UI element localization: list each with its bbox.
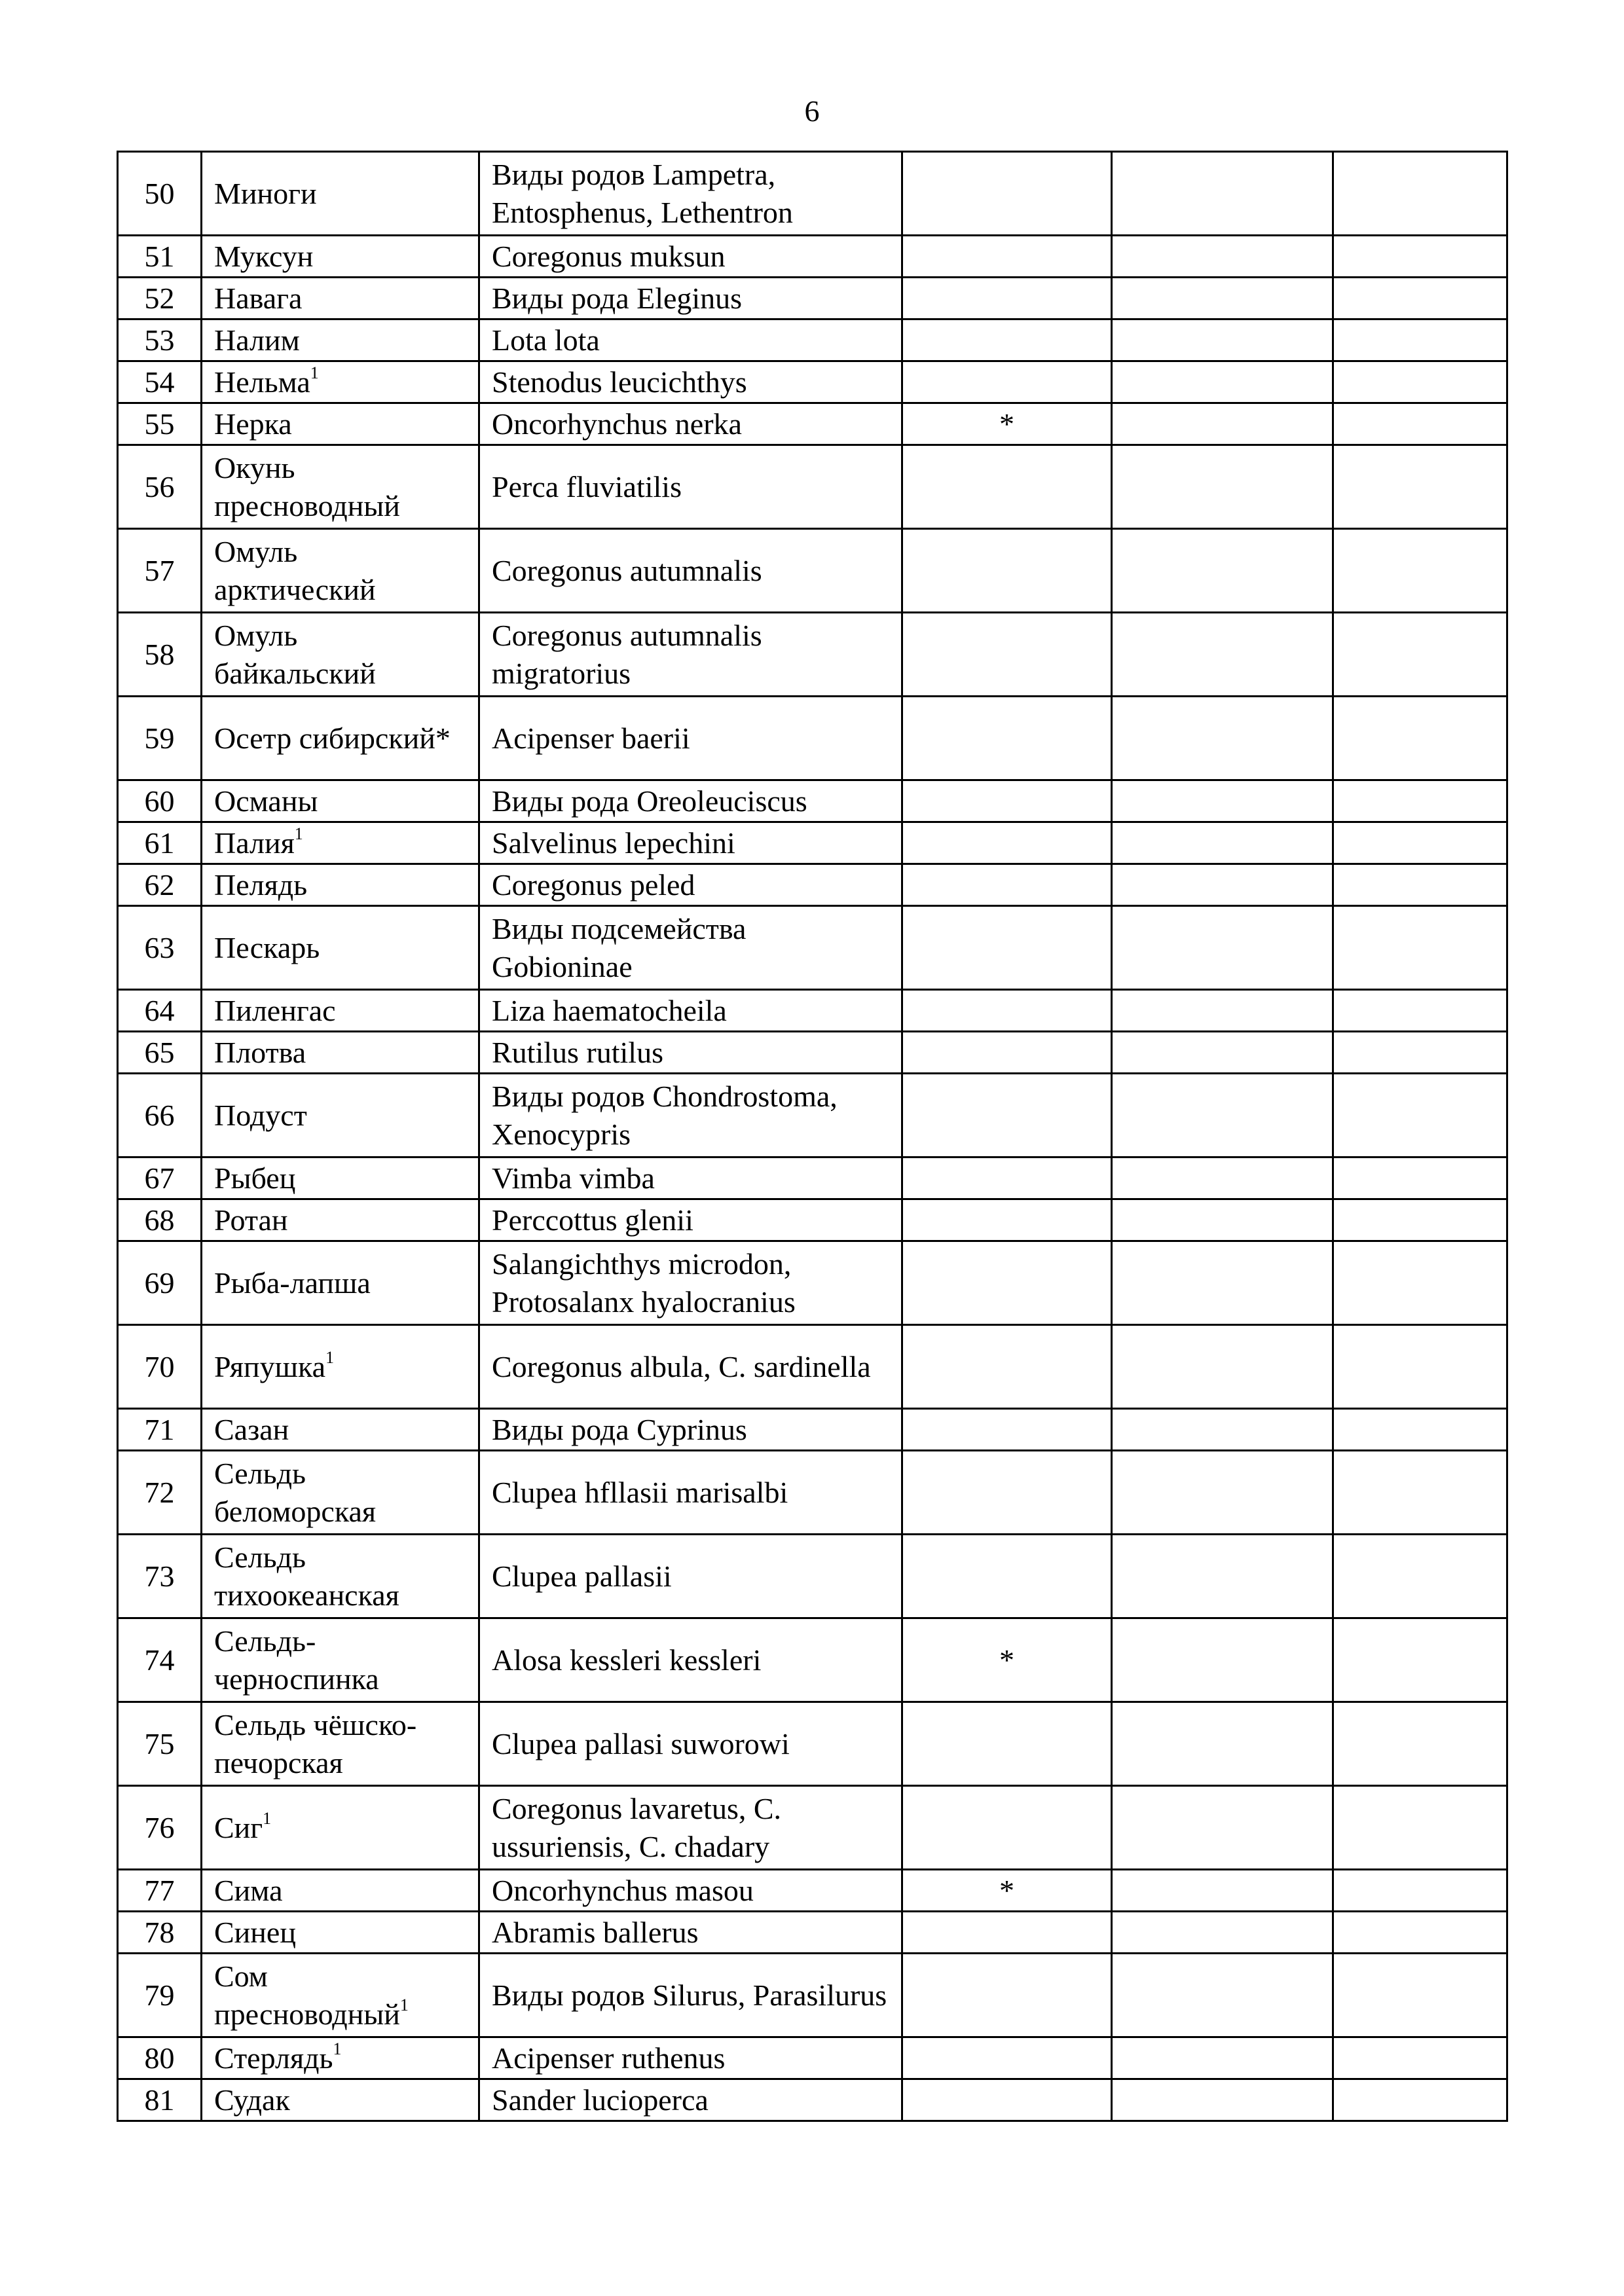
empty-cell <box>1333 529 1507 613</box>
fish-name: Стерлядь <box>214 2041 333 2075</box>
mark-cell <box>902 2079 1112 2121</box>
row-number: 60 <box>118 780 202 822</box>
fish-name-cell <box>202 822 479 864</box>
latin-name: Perca fluviatilis <box>479 445 902 529</box>
empty-cell <box>1112 445 1333 529</box>
footnote-mark: 1 <box>294 824 303 844</box>
empty-cell <box>1333 822 1507 864</box>
mark-cell <box>902 1786 1112 1870</box>
fish-name-cell <box>202 1199 479 1241</box>
table-row <box>118 319 1507 361</box>
fish-name-cell <box>202 1954 479 2037</box>
row-number: 56 <box>118 445 202 529</box>
table-row <box>118 613 1507 697</box>
empty-cell <box>1112 2037 1333 2079</box>
fish-name: Навага <box>214 281 303 315</box>
table-row <box>118 1074 1507 1157</box>
fish-name: Сельдь-черноспинка <box>214 1624 379 1696</box>
mark-cell <box>902 1199 1112 1241</box>
mark-cell <box>902 1451 1112 1535</box>
latin-name: Coregonus peled <box>479 864 902 906</box>
empty-cell <box>1333 780 1507 822</box>
latin-name: Rutilus rutilus <box>479 1032 902 1074</box>
empty-cell <box>1112 361 1333 403</box>
fish-name-cell <box>202 864 479 906</box>
fish-name: Рыба-лапша <box>214 1266 371 1300</box>
mark-cell <box>902 822 1112 864</box>
table-row <box>118 361 1507 403</box>
row-number: 59 <box>118 697 202 780</box>
fish-name-cell <box>202 2037 479 2079</box>
empty-cell <box>1112 403 1333 445</box>
empty-cell <box>1333 1157 1507 1199</box>
table-row <box>118 864 1507 906</box>
empty-cell <box>1333 1451 1507 1535</box>
table-row <box>118 1535 1507 1618</box>
fish-name-cell <box>202 319 479 361</box>
fish-name: Пиленгас <box>214 993 336 1027</box>
mark-cell <box>902 236 1112 278</box>
empty-cell <box>1112 1912 1333 1954</box>
empty-cell <box>1112 1409 1333 1451</box>
row-number: 66 <box>118 1074 202 1157</box>
table-row <box>118 2079 1507 2121</box>
empty-cell <box>1112 1325 1333 1409</box>
mark-cell <box>902 319 1112 361</box>
latin-name: Oncorhynchus masou <box>479 1870 902 1912</box>
fish-name: Омуль байкальский <box>214 618 376 690</box>
table-row <box>118 1451 1507 1535</box>
empty-cell <box>1112 697 1333 780</box>
row-number: 58 <box>118 613 202 697</box>
fish-name: Судак <box>214 2083 290 2117</box>
mark-cell <box>902 1325 1112 1409</box>
latin-name: Coregonus lavaretus, C. ussuriensis, C. chadary <box>479 1786 902 1870</box>
empty-cell <box>1112 1199 1333 1241</box>
table-row <box>118 1702 1507 1786</box>
latin-name: Виды подсемейства Gobioninae <box>479 906 902 990</box>
empty-cell <box>1333 1325 1507 1409</box>
empty-cell <box>1112 864 1333 906</box>
empty-cell <box>1333 403 1507 445</box>
fish-name-cell <box>202 1618 479 1702</box>
table-row <box>118 2037 1507 2079</box>
table-row <box>118 780 1507 822</box>
fish-name: Сельдь беломорская <box>214 1456 377 1528</box>
latin-name: Clupea hfllasii marisalbi <box>479 1451 902 1535</box>
mark-cell <box>902 1954 1112 2037</box>
mark-cell <box>902 864 1112 906</box>
mark-cell <box>902 278 1112 319</box>
row-number: 68 <box>118 1199 202 1241</box>
fish-name-cell <box>202 1157 479 1199</box>
fish-name-cell <box>202 1870 479 1912</box>
empty-cell <box>1333 1535 1507 1618</box>
empty-cell <box>1112 822 1333 864</box>
row-number: 64 <box>118 990 202 1032</box>
table-row <box>118 906 1507 990</box>
latin-name: Stenodus leucichthys <box>479 361 902 403</box>
latin-name: Salvelinus lepechini <box>479 822 902 864</box>
empty-cell <box>1333 361 1507 403</box>
footnote-mark: 1 <box>263 1809 272 1829</box>
latin-name: Виды родов Chondrostoma, Xenocypris <box>479 1074 902 1157</box>
page-number: 6 <box>804 94 820 128</box>
mark-cell <box>902 906 1112 990</box>
row-number: 80 <box>118 2037 202 2079</box>
table-row <box>118 403 1507 445</box>
fish-name-cell <box>202 236 479 278</box>
row-number: 74 <box>118 1618 202 1702</box>
species-table <box>117 151 1508 2122</box>
latin-name: Coregonus albula, C. sardinella <box>479 1325 902 1409</box>
row-number: 61 <box>118 822 202 864</box>
table-row <box>118 1870 1507 1912</box>
empty-cell <box>1112 1157 1333 1199</box>
fish-name-cell <box>202 278 479 319</box>
empty-cell <box>1333 613 1507 697</box>
table-row <box>118 1786 1507 1870</box>
empty-cell <box>1333 1074 1507 1157</box>
empty-cell <box>1112 906 1333 990</box>
mark-cell <box>902 1157 1112 1199</box>
table-row <box>118 1954 1507 2037</box>
table-row <box>118 1618 1507 1702</box>
mark-cell <box>902 529 1112 613</box>
row-number: 70 <box>118 1325 202 1409</box>
latin-name: Coregonus autumnalis migratorius <box>479 613 902 697</box>
latin-name: Clupea pallasi suworowi <box>479 1702 902 1786</box>
table-row <box>118 236 1507 278</box>
row-number: 55 <box>118 403 202 445</box>
latin-name: Liza haematocheila <box>479 990 902 1032</box>
empty-cell <box>1333 236 1507 278</box>
fish-name-cell <box>202 1032 479 1074</box>
row-number: 69 <box>118 1241 202 1325</box>
empty-cell <box>1333 906 1507 990</box>
fish-name: Сима <box>214 1873 283 1907</box>
fish-name-cell <box>202 1786 479 1870</box>
mark-cell <box>902 152 1112 236</box>
fish-name: Рыбец <box>214 1161 296 1195</box>
empty-cell <box>1333 1870 1507 1912</box>
fish-name: Омуль арктический <box>214 534 376 606</box>
latin-name: Виды рода Eleginus <box>479 278 902 319</box>
empty-cell <box>1112 319 1333 361</box>
empty-cell <box>1112 1786 1333 1870</box>
table-row <box>118 152 1507 236</box>
latin-name: Виды родов Lampetra, Entosphenus, Lethentron <box>479 152 902 236</box>
footnote-mark: 1 <box>399 1995 409 2015</box>
footnote-mark: 1 <box>310 363 319 383</box>
empty-cell <box>1333 1954 1507 2037</box>
row-number: 75 <box>118 1702 202 1786</box>
empty-cell <box>1333 2079 1507 2121</box>
fish-name: Нерка <box>214 407 292 441</box>
table-row <box>118 1199 1507 1241</box>
latin-name: Виды рода Cyprinus <box>479 1409 902 1451</box>
fish-name: Пескарь <box>214 930 320 964</box>
fish-name-cell <box>202 1451 479 1535</box>
latin-name: Coregonus muksun <box>479 236 902 278</box>
latin-name: Oncorhynchus nerka <box>479 403 902 445</box>
fish-name-cell <box>202 529 479 613</box>
fish-name-cell <box>202 1241 479 1325</box>
empty-cell <box>1112 1451 1333 1535</box>
row-number: 57 <box>118 529 202 613</box>
latin-name: Sander lucioperca <box>479 2079 902 2121</box>
mark-cell <box>902 613 1112 697</box>
fish-name: Нельма <box>214 365 310 399</box>
fish-name: Османы <box>214 784 318 818</box>
empty-cell <box>1333 697 1507 780</box>
fish-name: Миноги <box>214 176 317 210</box>
fish-name-cell <box>202 1702 479 1786</box>
table-row <box>118 1241 1507 1325</box>
empty-cell <box>1112 780 1333 822</box>
row-number: 52 <box>118 278 202 319</box>
empty-cell <box>1112 278 1333 319</box>
footnote-mark: 1 <box>333 2039 342 2059</box>
fish-name: Ротан <box>214 1203 288 1237</box>
row-number: 54 <box>118 361 202 403</box>
row-number: 67 <box>118 1157 202 1199</box>
fish-name: Сиг <box>214 1810 263 1844</box>
table-row <box>118 990 1507 1032</box>
mark-cell <box>902 1535 1112 1618</box>
table-row <box>118 1409 1507 1451</box>
empty-cell <box>1333 1702 1507 1786</box>
empty-cell <box>1112 1618 1333 1702</box>
empty-cell <box>1333 152 1507 236</box>
table-row <box>118 1912 1507 1954</box>
latin-name: Виды родов Silurus, Parasilurus <box>479 1954 902 2037</box>
fish-name-cell <box>202 1325 479 1409</box>
empty-cell <box>1112 152 1333 236</box>
fish-name-cell <box>202 1912 479 1954</box>
table-row <box>118 697 1507 780</box>
table-row <box>118 1157 1507 1199</box>
fish-name-cell <box>202 906 479 990</box>
fish-name: Сазан <box>214 1412 289 1446</box>
fish-name: Сельдь чёшско-печорская <box>214 1707 417 1779</box>
empty-cell <box>1333 2037 1507 2079</box>
table-row <box>118 278 1507 319</box>
row-number: 50 <box>118 152 202 236</box>
empty-cell <box>1112 236 1333 278</box>
fish-name: Синец <box>214 1915 296 1949</box>
mark-cell: * <box>902 403 1112 445</box>
fish-name: Осетр сибирский* <box>214 721 451 755</box>
latin-name: Salangichthys microdon, Protosalanx hyalocranius <box>479 1241 902 1325</box>
empty-cell <box>1112 1702 1333 1786</box>
fish-name: Окунь пресноводный <box>214 450 400 522</box>
latin-name: Coregonus autumnalis <box>479 529 902 613</box>
row-number: 71 <box>118 1409 202 1451</box>
row-number: 73 <box>118 1535 202 1618</box>
empty-cell <box>1112 1074 1333 1157</box>
row-number: 78 <box>118 1912 202 1954</box>
fish-name: Плотва <box>214 1035 306 1069</box>
row-number: 81 <box>118 2079 202 2121</box>
fish-name: Палия <box>214 826 295 860</box>
fish-name: Подуст <box>214 1098 307 1132</box>
mark-cell: * <box>902 1618 1112 1702</box>
latin-name: Lota lota <box>479 319 902 361</box>
mark-cell <box>902 361 1112 403</box>
empty-cell <box>1333 1912 1507 1954</box>
mark-cell <box>902 1241 1112 1325</box>
row-number: 65 <box>118 1032 202 1074</box>
row-number: 77 <box>118 1870 202 1912</box>
empty-cell <box>1333 1786 1507 1870</box>
row-number: 53 <box>118 319 202 361</box>
row-number: 62 <box>118 864 202 906</box>
mark-cell <box>902 990 1112 1032</box>
mark-cell <box>902 1702 1112 1786</box>
latin-name: Acipenser ruthenus <box>479 2037 902 2079</box>
fish-name: Сельдь тихоокеанская <box>214 1540 399 1612</box>
fish-name-cell <box>202 1074 479 1157</box>
empty-cell <box>1112 1241 1333 1325</box>
empty-cell <box>1333 1618 1507 1702</box>
mark-cell <box>902 2037 1112 2079</box>
empty-cell <box>1333 1199 1507 1241</box>
fish-name: Сом пресноводный <box>214 1959 400 2031</box>
table-row <box>118 529 1507 613</box>
mark-cell <box>902 1074 1112 1157</box>
empty-cell <box>1333 278 1507 319</box>
empty-cell <box>1112 529 1333 613</box>
fish-name-cell <box>202 613 479 697</box>
latin-name: Vimba vimba <box>479 1157 902 1199</box>
table-row <box>118 822 1507 864</box>
empty-cell <box>1112 2079 1333 2121</box>
fish-name-cell <box>202 2079 479 2121</box>
mark-cell <box>902 780 1112 822</box>
footnote-mark: 1 <box>325 1348 335 1368</box>
empty-cell <box>1333 1409 1507 1451</box>
mark-cell <box>902 697 1112 780</box>
latin-name: Abramis ballerus <box>479 1912 902 1954</box>
table-row <box>118 1325 1507 1409</box>
row-number: 63 <box>118 906 202 990</box>
fish-name: Пелядь <box>214 867 308 902</box>
empty-cell <box>1333 1032 1507 1074</box>
fish-name-cell <box>202 361 479 403</box>
empty-cell <box>1112 1032 1333 1074</box>
empty-cell <box>1333 319 1507 361</box>
fish-name: Налим <box>214 323 300 357</box>
latin-name: Виды рода Oreoleuciscus <box>479 780 902 822</box>
empty-cell <box>1333 990 1507 1032</box>
fish-name-cell <box>202 697 479 780</box>
fish-name-cell <box>202 152 479 236</box>
fish-name-cell <box>202 780 479 822</box>
latin-name: Acipenser baerii <box>479 697 902 780</box>
table-row <box>118 445 1507 529</box>
mark-cell <box>902 1409 1112 1451</box>
fish-name-cell <box>202 990 479 1032</box>
latin-name: Clupea pallasii <box>479 1535 902 1618</box>
row-number: 79 <box>118 1954 202 2037</box>
latin-name: Alosa kessleri kessleri <box>479 1618 902 1702</box>
row-number: 72 <box>118 1451 202 1535</box>
mark-cell: * <box>902 1870 1112 1912</box>
empty-cell <box>1112 990 1333 1032</box>
mark-cell <box>902 1912 1112 1954</box>
empty-cell <box>1333 445 1507 529</box>
empty-cell <box>1333 864 1507 906</box>
fish-name-cell <box>202 403 479 445</box>
empty-cell <box>1112 1954 1333 2037</box>
row-number: 76 <box>118 1786 202 1870</box>
empty-cell <box>1112 613 1333 697</box>
table-row <box>118 1032 1507 1074</box>
empty-cell <box>1112 1870 1333 1912</box>
empty-cell <box>1112 1535 1333 1618</box>
latin-name: Perccottus glenii <box>479 1199 902 1241</box>
fish-name-cell <box>202 1535 479 1618</box>
fish-name-cell <box>202 445 479 529</box>
fish-name: Ряпушка <box>214 1349 326 1383</box>
row-number: 51 <box>118 236 202 278</box>
fish-name: Муксун <box>214 239 314 273</box>
mark-cell <box>902 445 1112 529</box>
fish-name-cell <box>202 1409 479 1451</box>
empty-cell <box>1333 1241 1507 1325</box>
mark-cell <box>902 1032 1112 1074</box>
